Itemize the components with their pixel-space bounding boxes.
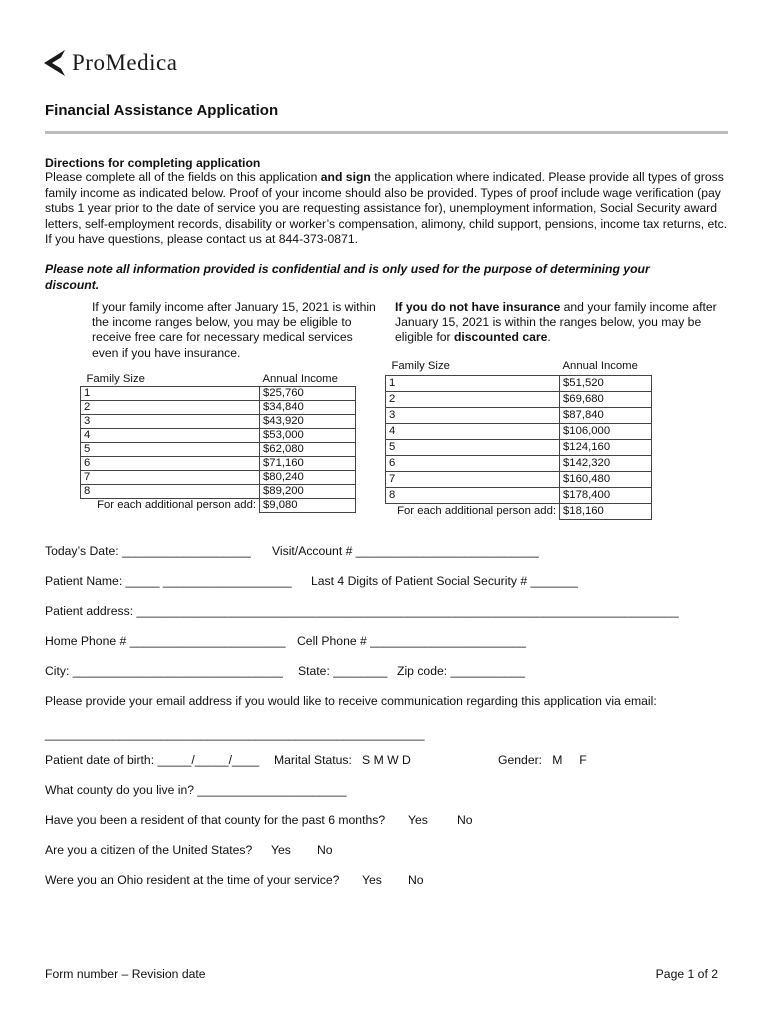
home-phone-field[interactable]: Home Phone # _______________________: [45, 634, 286, 648]
disc-care-income-cell: $142,320: [560, 456, 652, 472]
free-care-income-cell: $53,000: [260, 429, 356, 443]
disc-care-row: [386, 376, 652, 392]
disc-col-family-size: Family Size: [391, 359, 450, 372]
free-care-income-cell: $34,840: [260, 401, 356, 415]
free-care-row: [81, 429, 356, 443]
directions-heading: Directions for completing application: [45, 156, 261, 170]
disc-care-family-size-cell: 4: [386, 424, 560, 440]
disc-col-annual-income: Annual Income: [562, 359, 638, 372]
disc-care-row: [386, 472, 652, 488]
free-care-row: [81, 443, 356, 457]
todays-date-field[interactable]: Today’s Date: ___________________: [45, 544, 251, 558]
disc-care-row: [386, 424, 652, 440]
free-care-family-size-cell: 6: [81, 457, 260, 471]
free-care-additional-label: For each additional person add:: [97, 499, 256, 512]
free-care-income-cell: $62,080: [260, 443, 356, 457]
free-care-row: [81, 471, 356, 485]
free-care-income-cell: $25,760: [260, 387, 356, 401]
cell-phone-field[interactable]: Cell Phone # _______________________: [297, 634, 527, 648]
disc-care-additional-value: $18,160: [560, 504, 652, 520]
free-care-income-cell: $43,920: [260, 415, 356, 429]
free-care-family-size-cell: 3: [81, 415, 260, 429]
ohio-no-option[interactable]: No: [408, 873, 424, 887]
free-care-family-size-cell: 2: [81, 401, 260, 415]
ssn-last4-field[interactable]: Last 4 Digits of Patient Social Security # _______: [311, 574, 578, 588]
free-care-income-cell: $80,240: [260, 471, 356, 485]
disc-care-family-size-cell: 1: [386, 376, 560, 392]
free-care-row: [81, 457, 356, 471]
free-care-row: [81, 485, 356, 499]
state-field[interactable]: State: ________: [298, 664, 388, 678]
free-col-family-size: Family Size: [86, 373, 145, 385]
patient-name-field[interactable]: Patient Name: _____ ___________________: [45, 574, 292, 588]
directions-text: Please complete all of the fields on this application and sign the application where indicated. Please provide all types of gross family income as indicated below. Proof of your income should also be provided. Types of proof include wage verification (pay stubs 1 year prior to the date of service you are requesting assistance for), unemployment information, Social Security award letters, self-employment records, disability or worker’s compensation, alimony, child support, pensions, income tax returns, etc. If you have questions, please contact us at 844-373-0871.: [45, 170, 728, 247]
disc-care-row: [386, 488, 652, 504]
disc-care-income-cell: $178,400: [560, 488, 652, 504]
disc-care-additional-label: For each additional person add:: [397, 505, 556, 518]
disc-care-row: [386, 392, 652, 408]
city-field[interactable]: City: _______________________________: [45, 664, 283, 678]
free-col-annual-income: Annual Income: [262, 373, 338, 385]
disc-care-income-cell: $87,840: [560, 408, 652, 424]
ohio-yes-option[interactable]: Yes: [362, 873, 382, 887]
gender-field[interactable]: Gender: M F: [498, 753, 587, 767]
disc-care-family-size-cell: 8: [386, 488, 560, 504]
discounted-care-table: [385, 357, 652, 520]
free-care-text: If your family income after January 15, 2021 is within the income ranges below, you may be eligible to receive free care for necessary medical services even if you have insurance.: [92, 300, 376, 360]
free-care-row: [81, 415, 356, 429]
resident-yes-option[interactable]: Yes: [408, 813, 428, 827]
disc-care-family-size-cell: 2: [386, 392, 560, 408]
free-care-family-size-cell: 1: [81, 387, 260, 401]
free-care-family-size-cell: 4: [81, 429, 260, 443]
disc-care-family-size-cell: 7: [386, 472, 560, 488]
disc-care-family-size-cell: 5: [386, 440, 560, 456]
zip-code-field[interactable]: Zip code: ___________: [397, 664, 526, 678]
disc-care-income-cell: $106,000: [560, 424, 652, 440]
visit-account-field[interactable]: Visit/Account # ___________________________: [272, 544, 539, 558]
free-care-table: [80, 373, 356, 513]
disc-care-row: [386, 440, 652, 456]
disc-care-row: [386, 408, 652, 424]
date-of-birth-field[interactable]: Patient date of birth: _____/_____/____: [45, 753, 260, 767]
confidential-note: Please note all information provided is confidential and is only used for the purpose of determining your discount.: [45, 262, 650, 292]
disc-care-income-cell: $69,680: [560, 392, 652, 408]
citizen-no-option[interactable]: No: [317, 843, 333, 857]
resident-question: Have you been a resident of that county for the past 6 months?: [45, 813, 386, 827]
free-care-family-size-cell: 5: [81, 443, 260, 457]
form-number-label: Form number – Revision date: [45, 967, 206, 981]
free-care-row: [81, 401, 356, 415]
disc-care-family-size-cell: 6: [386, 456, 560, 472]
promedica-arrow-icon: [44, 50, 66, 76]
promedica-logo: [44, 50, 177, 76]
ohio-resident-question: Were you an Ohio resident at the time of your service?: [45, 873, 340, 887]
logo-wordmark: ProMedica: [72, 50, 178, 75]
patient-address-field[interactable]: Patient address: ________________________________________________________________________________: [45, 604, 679, 618]
email-field[interactable]: ________________________________________________________: [45, 727, 425, 741]
free-care-family-size-cell: 8: [81, 485, 260, 499]
disc-care-income-cell: $160,480: [560, 472, 652, 488]
citizen-question: Are you a citizen of the United States?: [45, 843, 253, 857]
disc-care-additional-row: [386, 504, 652, 520]
free-care-additional-value: $9,080: [260, 499, 356, 513]
free-care-family-size-cell: 7: [81, 471, 260, 485]
citizen-yes-option[interactable]: Yes: [271, 843, 291, 857]
page-title: Financial Assistance Application: [45, 102, 279, 119]
free-care-income-cell: $71,160: [260, 457, 356, 471]
county-field[interactable]: What county do you live in? ______________________: [45, 783, 347, 797]
email-prompt: Please provide your email address if you would like to receive communication regarding this application via email:: [45, 694, 657, 708]
discounted-care-text: If you do not have insurance and your family income after January 15, 2021 is within the ranges below, you may be eligible for discounted care.: [395, 300, 717, 345]
free-care-row: [81, 387, 356, 401]
resident-no-option[interactable]: No: [457, 813, 473, 827]
disc-care-family-size-cell: 3: [386, 408, 560, 424]
title-divider: [45, 131, 728, 134]
free-care-income-cell: $89,200: [260, 485, 356, 499]
marital-status-field[interactable]: Marital Status: S M W D: [274, 753, 411, 767]
page-number: Page 1 of 2: [655, 967, 718, 981]
disc-care-income-cell: $124,160: [560, 440, 652, 456]
disc-care-row: [386, 456, 652, 472]
free-care-additional-row: [81, 499, 356, 513]
disc-care-income-cell: $51,520: [560, 376, 652, 392]
